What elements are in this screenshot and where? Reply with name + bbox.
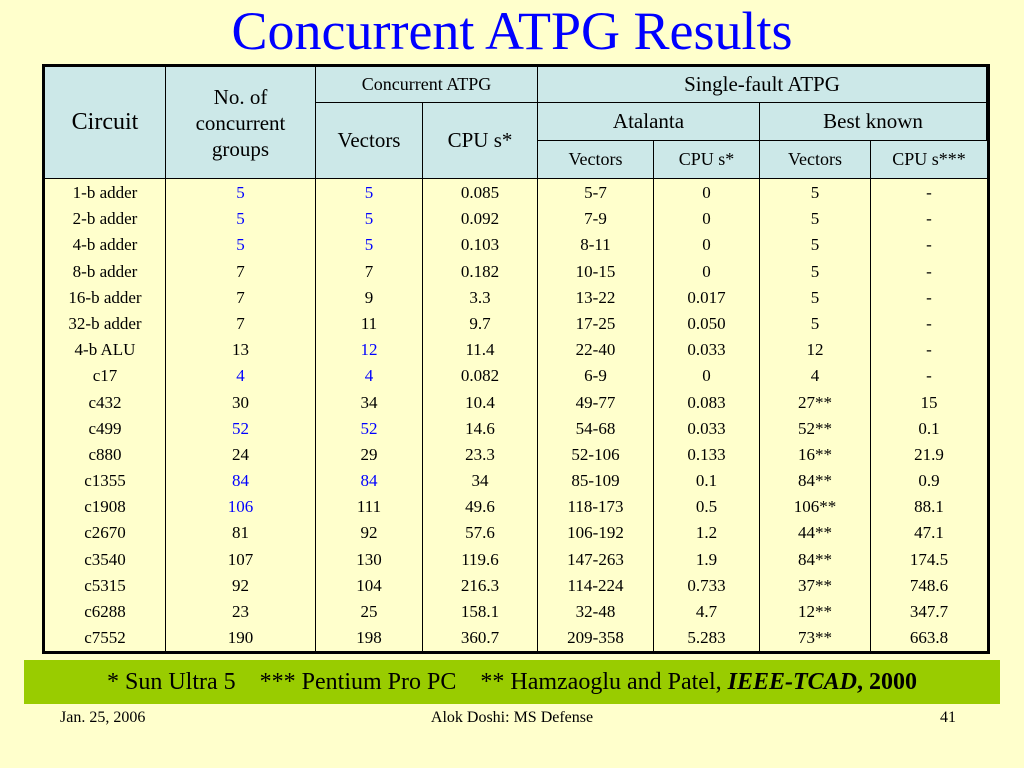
footnote-journal: IEEE-TCAD: [727, 669, 857, 695]
table-cell: 11: [360, 313, 378, 333]
column-at_cpu: [654, 179, 759, 651]
table-cell: 84: [360, 471, 378, 491]
table-cell: 9.7: [469, 313, 491, 333]
header-groups-label: No. of concurrent groups: [195, 84, 286, 161]
table-cell: 5: [810, 287, 820, 307]
table-cell: 34: [360, 392, 378, 412]
header-atalanta-vectors-label: Vectors: [568, 149, 623, 169]
table-cell: 0.182: [460, 261, 500, 281]
table-cell: 81: [232, 523, 249, 543]
table-cell: 4: [364, 366, 374, 386]
table-cell: 5: [810, 235, 820, 255]
table-cell: 0.017: [687, 287, 726, 307]
column-at_vec: [538, 179, 653, 651]
table-cell: 147-263: [567, 549, 624, 569]
table-cell: c2670: [84, 523, 126, 543]
table-cell: 92: [360, 523, 378, 543]
table-cell: 0.733: [687, 575, 726, 595]
table-cell: 0.033: [687, 418, 726, 438]
table-cell: 0.050: [687, 313, 726, 333]
table-cell: 10-15: [575, 261, 616, 281]
table-cell: 16**: [798, 444, 832, 464]
table-cell: 52-106: [571, 444, 620, 464]
header-best-vectors-label: Vectors: [788, 149, 842, 169]
header-atalanta-cpu-label: CPU s*: [678, 149, 735, 169]
table-cell: 13: [232, 340, 249, 360]
header-cpu: [423, 103, 538, 179]
header-best-known: [760, 103, 987, 141]
table-cell: 32-48: [575, 602, 616, 621]
table-cell: 748.6: [909, 575, 949, 595]
table-cell: 0.033: [687, 340, 726, 360]
table-cell: 8-b adder: [72, 261, 138, 281]
table-cell: 0.103: [460, 235, 500, 255]
table-cell: 0.092: [460, 209, 500, 229]
table-cell: 0.1: [695, 471, 718, 491]
header-atalanta-vectors: [538, 141, 654, 179]
table-cell: 84**: [798, 549, 832, 569]
table-cell: c432: [88, 392, 122, 412]
table-cell: 5: [810, 209, 820, 229]
table-cell: 0: [702, 183, 711, 202]
table-cell: 0.9: [918, 471, 940, 491]
table-cell: 44**: [798, 523, 832, 543]
table-cell: 119.6: [461, 549, 499, 569]
footnote-sun: * Sun Ultra 5: [106, 669, 236, 695]
table-cell: 29: [360, 444, 378, 464]
table-cell: -: [926, 209, 932, 229]
table-cell: 1.9: [695, 549, 718, 569]
table-cell: 5: [810, 261, 820, 281]
table-cell: 34: [471, 471, 489, 491]
table-cell: 37**: [798, 575, 832, 595]
table-cell: 2-b adder: [72, 209, 138, 229]
footer-date: Jan. 25, 2006: [60, 709, 146, 726]
table-cell: -: [926, 235, 932, 255]
table-cell: 12: [806, 340, 824, 360]
table-cell: 3.3: [469, 287, 491, 307]
table-cell: -: [926, 313, 932, 333]
table-cell: 198: [356, 628, 382, 648]
table-cell: 5: [236, 209, 245, 229]
table-cell: 12**: [798, 602, 832, 621]
table-cell: 0: [702, 366, 711, 386]
footer-presenter: Alok Doshi: MS Defense: [430, 709, 594, 726]
table-cell: 17-25: [575, 313, 616, 333]
table-cell: 0: [702, 235, 711, 255]
table-body: [45, 179, 987, 651]
table-cell: 0: [702, 209, 711, 229]
table-cell: 49-77: [575, 392, 616, 412]
table-cell: c1908: [84, 497, 126, 517]
table-cell: 49.6: [465, 497, 495, 517]
results-table: [42, 64, 990, 654]
column-bk_vec: [760, 179, 870, 651]
table-cell: 14.6: [465, 418, 495, 438]
table-cell: 84**: [798, 471, 832, 491]
table-cell: c3540: [84, 549, 126, 569]
table-cell: -: [926, 340, 932, 360]
header-circuit: [45, 67, 166, 179]
table-cell: 106-192: [567, 523, 624, 543]
table-cell: 8-11: [580, 235, 611, 255]
table-cell: c1355: [84, 471, 126, 491]
table-cell: 360.7: [460, 628, 500, 648]
table-cell: -: [926, 287, 932, 307]
table-cell: 6-9: [584, 366, 607, 386]
table-cell: 13-22: [575, 287, 616, 307]
table-cell: 5.283: [687, 628, 726, 648]
table-cell: 11.4: [465, 340, 495, 360]
table-cell: 32-b adder: [68, 313, 142, 333]
table-cell: 16-b adder: [68, 287, 142, 307]
header-cpu-label: CPU s*: [447, 128, 513, 152]
column-vectors: [316, 179, 422, 651]
header-concurrent-atpg-label: Concurrent ATPG: [361, 74, 492, 94]
table-cell: 0.133: [687, 444, 726, 464]
table-cell: 0.083: [687, 392, 726, 412]
table-cell: c880: [88, 444, 122, 464]
table-cell: 111: [356, 497, 382, 517]
table-cell: 5: [810, 313, 820, 333]
footer-page-number: 41: [940, 709, 956, 726]
table-cell: 4: [810, 366, 820, 386]
table-cell: c6288: [84, 602, 126, 621]
table-cell: 663.8: [909, 628, 949, 648]
table-cell: 5: [364, 209, 374, 229]
table-cell: 21.9: [914, 444, 944, 464]
table-cell: 106**: [793, 497, 837, 517]
header-best-cpu-label: CPU s***: [892, 149, 966, 169]
table-cell: 25: [360, 602, 378, 621]
footnote-hamzaoglu: ** Hamzaoglu and Patel,: [480, 669, 722, 695]
table-cell: 174.5: [909, 549, 949, 569]
table-cell: 190: [227, 628, 254, 648]
table-cell: -: [926, 366, 932, 386]
table-cell: -: [926, 261, 932, 281]
header-best-cpu: [871, 141, 987, 179]
footnote-year: , 2000: [857, 669, 917, 695]
header-atalanta: [538, 103, 760, 141]
table-cell: 23: [232, 602, 249, 621]
footnote-pentium: *** Pentium Pro PC: [259, 669, 457, 695]
table-cell: 52: [360, 418, 378, 438]
table-cell: 4.7: [695, 602, 718, 621]
footnote-bar: [24, 660, 1000, 704]
table-cell: 23.3: [465, 444, 495, 464]
table-cell: 5: [364, 235, 374, 255]
table-cell: 4-b ALU: [74, 340, 136, 360]
table-cell: 7: [236, 261, 245, 281]
table-cell: c17: [92, 366, 118, 386]
table-cell: 52: [232, 418, 249, 438]
table-cell: 9: [364, 287, 374, 307]
table-cell: 54-68: [575, 418, 616, 438]
table-cell: 0.5: [695, 497, 718, 517]
table-cell: 118-173: [567, 497, 624, 517]
table-cell: 114-224: [567, 575, 624, 595]
header-groups: [166, 67, 316, 179]
table-cell: 88.1: [914, 497, 944, 517]
table-cell: 106: [227, 497, 254, 517]
table-cell: 92: [232, 575, 249, 595]
table-cell: 216.3: [460, 575, 500, 595]
column-bk_cpu: [871, 179, 987, 651]
table-cell: 27**: [798, 392, 832, 412]
header-atalanta-cpu: [654, 141, 760, 179]
table-cell: 7-9: [584, 209, 607, 229]
table-cell: 347.7: [909, 602, 949, 621]
table-cell: 73**: [798, 628, 832, 648]
header-atalanta-label: Atalanta: [612, 109, 685, 133]
table-cell: -: [926, 183, 932, 202]
table-cell: 52**: [798, 418, 832, 438]
table-cell: 0.1: [918, 418, 940, 438]
table-cell: c7552: [84, 628, 126, 648]
header-circuit-label: Circuit: [71, 109, 139, 135]
column-circuit: [45, 179, 165, 651]
table-cell: 5: [236, 183, 245, 202]
table-cell: 1.2: [695, 523, 718, 543]
header-vectors: [316, 103, 423, 179]
header-best-known-label: Best known: [823, 109, 923, 133]
header-concurrent-atpg: [316, 67, 538, 103]
table-cell: 0: [702, 261, 711, 281]
table-cell: 5-7: [584, 183, 607, 202]
header-best-vectors: [760, 141, 871, 179]
table-cell: 85-109: [571, 471, 620, 491]
slide-title: Concurrent ATPG Results: [231, 1, 793, 61]
table-cell: 107: [227, 549, 254, 569]
table-cell: 0.085: [460, 183, 500, 202]
table-cell: 10.4: [465, 392, 495, 412]
table-cell: 4-b adder: [72, 235, 138, 255]
table-cell: 15: [920, 392, 938, 412]
table-cell: c499: [88, 418, 122, 438]
table-cell: 1-b adder: [72, 183, 138, 202]
table-cell: 209-358: [567, 628, 624, 648]
header-single-fault-atpg-label: Single-fault ATPG: [684, 72, 840, 96]
table-cell: 7: [236, 287, 245, 307]
table-cell: 30: [232, 392, 249, 412]
table-cell: 84: [232, 471, 249, 491]
column-cpu: [423, 179, 537, 651]
header-vectors-label: Vectors: [337, 128, 401, 152]
table-cell: 158.1: [460, 602, 500, 621]
table-cell: 5: [810, 183, 820, 202]
table-cell: 5: [236, 235, 245, 255]
header-single-fault-atpg: [538, 67, 987, 103]
table-cell: 130: [356, 549, 382, 569]
table-cell: 104: [356, 575, 382, 595]
table-cell: 0.082: [460, 366, 500, 386]
table-cell: 4: [236, 366, 245, 386]
table-cell: 7: [364, 261, 374, 281]
table-cell: 24: [232, 444, 249, 464]
table-cell: 12: [360, 340, 378, 360]
table-cell: 57.6: [465, 523, 495, 543]
table-cell: 5: [364, 183, 374, 202]
table-cell: 7: [236, 313, 245, 333]
table-cell: 22-40: [575, 340, 616, 360]
column-groups: [166, 179, 315, 651]
table-cell: c5315: [84, 575, 126, 595]
table-cell: 47.1: [914, 523, 944, 543]
